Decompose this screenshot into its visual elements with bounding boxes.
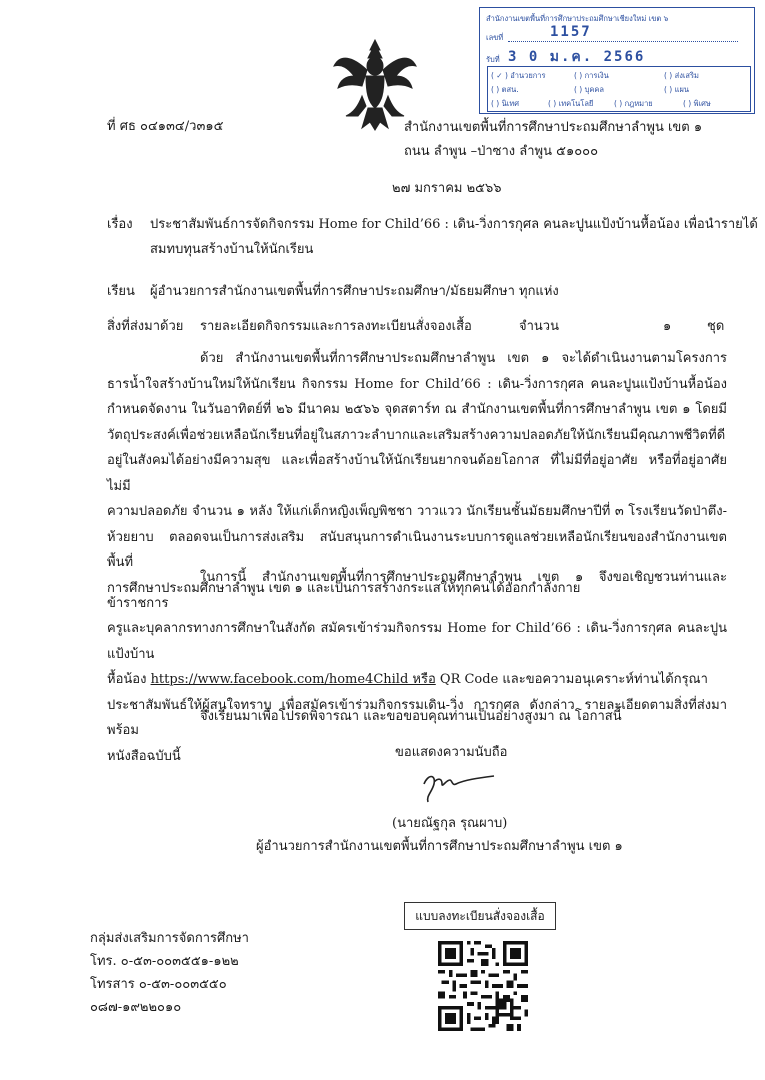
sender-address: ถนน ลำพูน –ป่าซาง ลำพูน ๕๑๐๐๐ (404, 144, 599, 159)
signer-position: ผู้อำนวยการสำนักงานเขตพื้นที่การศึกษาประถมศึกษาลำพูน เขต ๑ (256, 839, 623, 854)
recipient-label: เรียน (107, 284, 135, 299)
recipient: ผู้อำนวยการสำนักงานเขตพื้นที่การศึกษาประถมศึกษา/มัธยมศึกษา ทุกแห่ง (150, 284, 559, 299)
signer-name: (นายณัฐกุล รุณผาบ) (392, 816, 508, 831)
stamp-office: สำนักงานเขตพื้นที่การศึกษาประถมศึกษาเชียงใหม่ เขต ๖ (486, 14, 669, 23)
body-paragraph-1 (107, 346, 727, 601)
link-suffix: QR Code และขอความอนุเคราะห์ท่านได้กรุณา (439, 672, 708, 687)
body-paragraph-3: จึงเรียนมาเพื่อโปรดพิจารณา และขอขอบคุณท่านเป็นอย่างสูงมา ณ โอกาสนี้ (200, 709, 622, 724)
subject-label: เรื่อง (107, 217, 133, 232)
body-line: ด้วย สำนักงานเขตพื้นที่การศึกษาประถมศึกษาลำพูน เขต ๑ จะได้ดำเนินงานตามโครงการ (200, 351, 727, 366)
body-paragraph-2 (107, 565, 727, 769)
stamp-division: การเงิน (584, 71, 609, 80)
enclosure-label: สิ่งที่ส่งมาด้วย (107, 319, 184, 334)
enclosure-unit: ชุด (707, 319, 725, 334)
stamp-division: นิเทศ (501, 99, 520, 108)
stamp-number-label: เลขที่ (486, 33, 504, 42)
stamp-division: อำนวยการ (510, 71, 546, 80)
subject-line-1: ประชาสัมพันธ์การจัดกิจกรรม Home for Child’66 : เดิน-วิ่งการกุศล คนละปูนแป้งบ้านหื้อน้อง เพื่อนำรายได้ (150, 217, 758, 232)
enclosure-qty: ๑ (663, 319, 672, 334)
footer-unit: กลุ่มส่งเสริมการจัดการศึกษา (90, 931, 249, 946)
stamp-number-value: 1157 (550, 24, 592, 40)
subject-line-2: สมทบทุนสร้างบ้านให้นักเรียน (150, 242, 314, 257)
stamp-division: เทคโนโลยี (558, 99, 594, 108)
body-line: ธารน้ำใจสร้างบ้านใหม่ให้นักเรียน กิจกรรม Home for Child’66 : เดิน-วิ่งการกุศล คนละปูนแป้งบ้านหื้อน้อง (107, 376, 727, 392)
body-line: การศึกษาประถมศึกษาลำพูน เขต ๑ และเป็นการสร้างกระแสให้ทุกคนได้ออกกำลังกาย (107, 580, 581, 596)
sender-office: สำนักงานเขตพื้นที่การศึกษาประถมศึกษาลำพูน เขต ๑ (404, 120, 703, 135)
document-number: ที่ ศธ ๐๔๑๓๔/ว๓๑๕ (107, 119, 224, 134)
document-date: ๒๗ มกราคม ๒๕๖๖ (392, 181, 502, 196)
body-line: ประชาสัมพันธ์ให้ผู้สนใจทราบ เพื่อสมัครเข้าร่วมกิจกรรมเดิน-วิ่ง การกุศล ดังกล่าว รายละเอียดตามสิ่งที่ส่งมาพร้อม (107, 697, 727, 738)
body-line: ความปลอดภัย จำนวน ๑ หลัง ให้แก่เด็กหญิงเพ็ญพิชชา วาวแวว นักเรียนชั้นมัธยมศึกษาปีที่ ๓ โรงเรียนวัดป่าตึง- (107, 504, 727, 519)
stamp-date-label: รับที่ (486, 55, 500, 64)
stamp-division-grid: ( ✓ ) อำนวยการ ( ) การเงิน ( ) ส่งเสริม ( ) ตสน. ( ) บุคคล ( ) แผน ( ) นิเทศ ( ) เทคโนโลยี ( ) กฎหมาย ( ) พิเศษ (487, 66, 751, 112)
body-line: ในการนี้ สำนักงานเขตพื้นที่การศึกษาประถมศึกษาลำพูน เขต ๑ จึงขอเชิญชวนท่านและข้าราชการ (107, 570, 727, 611)
stamp-division: พิเศษ (693, 99, 711, 108)
stamp-division: แผน (674, 85, 689, 94)
footer-fax: โทรสาร ๐-๕๓-๐๐๓๕๕๐ (90, 977, 227, 992)
signature-icon (418, 766, 498, 806)
stamp-division: กฎหมาย (624, 99, 653, 108)
qr-label-box (404, 902, 556, 930)
body-line: อยู่ในสังคมได้อย่างมีความสุข และเพื่อสร้างบ้านให้นักเรียนยากจนด้อยโอกาส ที่ไม่มีที่อยู่อาศัย หรือที่อยู่อาศัยไม่มี (107, 453, 727, 494)
closing: ขอแสดงความนับถือ (395, 745, 508, 760)
body-line: วัตถุประสงค์เพื่อช่วยเหลือนักเรียนที่อยู่ในสภาวะลำบากและเสริมสร้างความปลอดภัยให้นักเรียนมีคุณภาพชีวิตที่ดี (107, 427, 726, 443)
body-line: กำหนดจัดงาน ในวันอาทิตย์ที่ ๒๖ มีนาคม ๒๕๖๖ จุดสตาร์ท ณ สำนักงานเขตพื้นที่การศึกษาลำพูน เขต ๑ โดยมี (107, 402, 727, 417)
stamp-date-value: 3 0 ม.ค. 2566 (508, 49, 646, 65)
garuda-emblem-icon (332, 36, 418, 132)
stamp-division: ส่งเสริม (674, 71, 699, 80)
body-line: ห้วยยาบ ตลอดจนเป็นการส่งเสริม สนับสนุนการดำเนินงานระบบการดูแลช่วยเหลือนักเรียนของสำนักงานเขตพื้นที่ (107, 529, 727, 570)
footer-mobile: ๐๘๗-๑๙๒๒๐๑๐ (90, 1000, 182, 1015)
qr-code-icon[interactable] (438, 941, 528, 1031)
facebook-link[interactable]: https://www.facebook.com/home4Child หรือ (150, 672, 436, 687)
stamp-division: บุคคล (584, 85, 605, 94)
enclosure-value: รายละเอียดกิจกรรมและการลงทะเบียนสั่งจองเสื้อ (200, 319, 472, 334)
stamp-division: ตสน. (501, 85, 519, 94)
body-line: หนังสือฉบับนี้ (107, 748, 181, 764)
body-line (107, 667, 727, 693)
footer-tel: โทร. ๐-๕๓-๐๐๓๕๕๑-๑๒๒ (90, 954, 239, 969)
qr-label: แบบลงทะเบียนสั่งจองเสื้อ (415, 909, 545, 923)
link-prefix: หื้อน้อง (107, 672, 147, 687)
body-line: ครูและบุคลากรทางการศึกษาในสังกัด สมัครเข้าร่วมกิจกรรม Home for Child’66 : เดิน-วิ่งการกุศล คนละปูนแป้งบ้าน (107, 621, 727, 662)
receipt-stamp (479, 7, 755, 114)
enclosure-qty-label: จำนวน (519, 319, 559, 334)
